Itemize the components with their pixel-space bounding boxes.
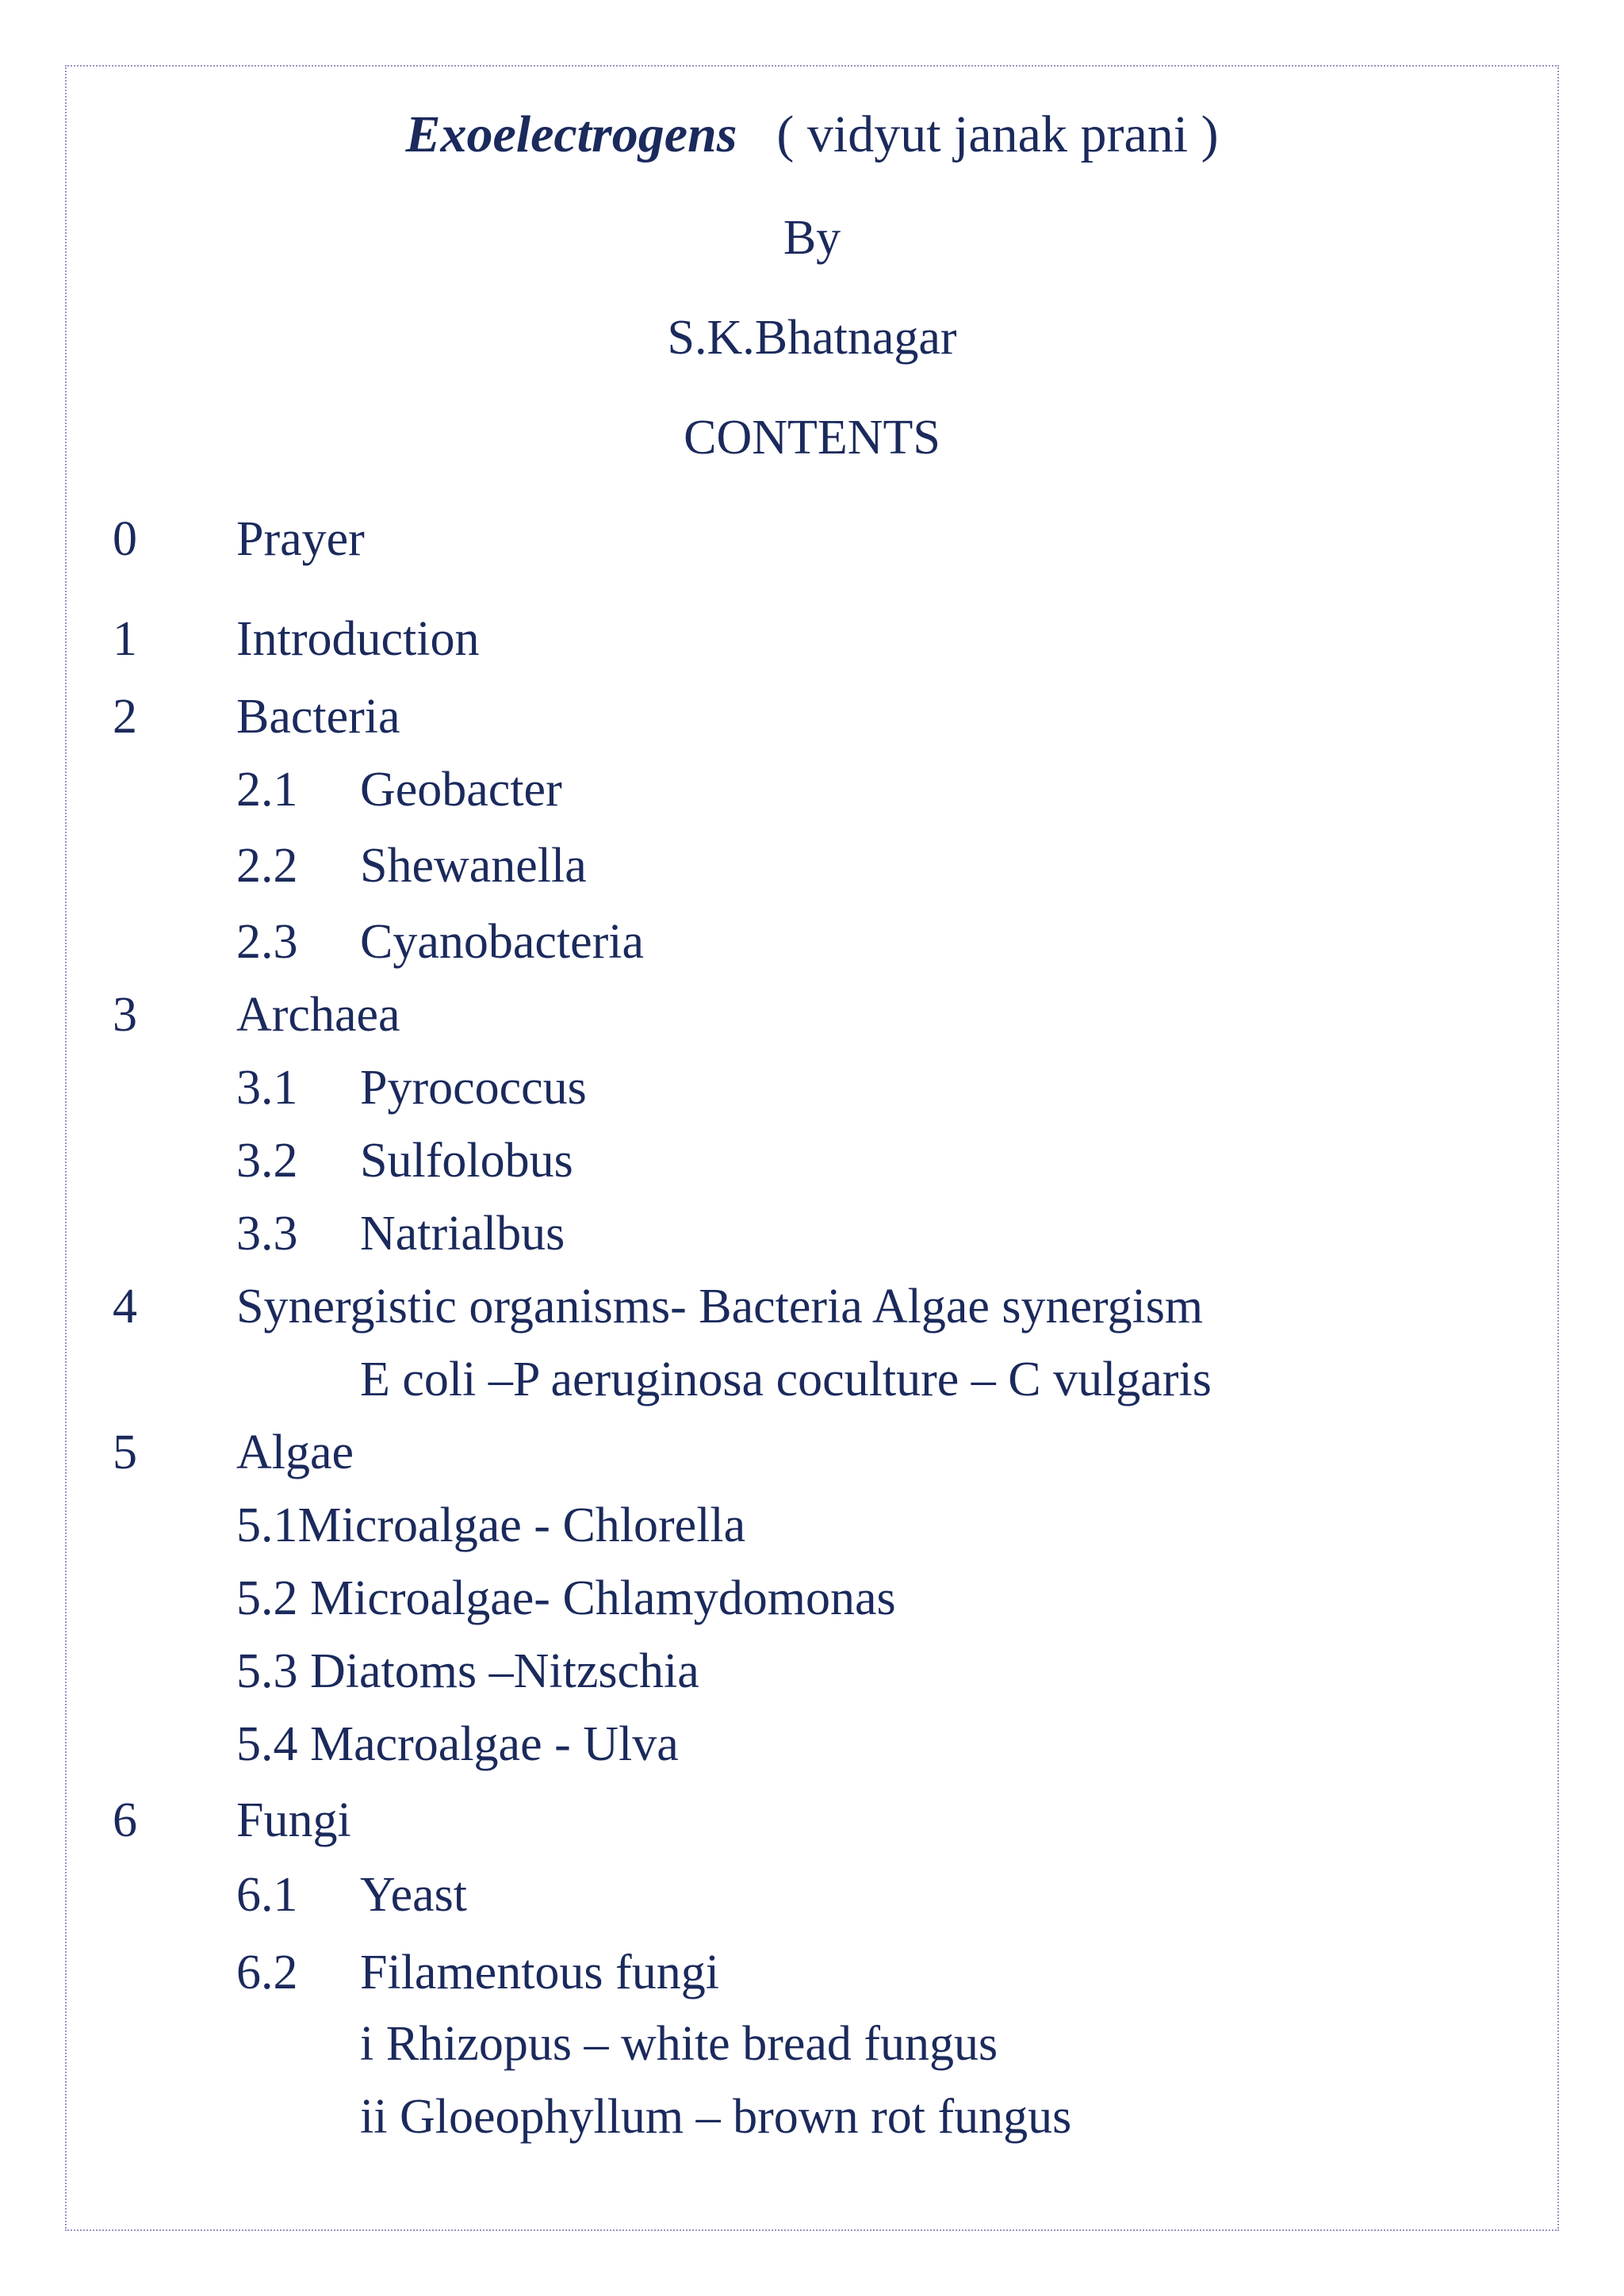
toc-detail: E coli –P aeruginosa coculture – C vulgaris [360,1353,1212,1406]
toc-sublabel: Shewanella [360,839,587,893]
title-main: Exoelectrogens [405,105,737,163]
toc-sublabel: Geobacter [360,763,562,817]
toc-label: Prayer [236,512,365,566]
toc-subline: 5.2 Microalgae- Chlamydomonas [236,1571,896,1625]
toc-sublabel: Yeast [360,1868,467,1922]
toc-subline: 5.4 Macroalgae - Ulva [236,1717,679,1771]
toc-subnumber: 3.1 [236,1061,298,1115]
contents-heading: CONTENTS [684,411,940,465]
toc-detail: ii Gloeophyllum – brown rot fungus [360,2090,1072,2144]
toc-label: Introduction [236,612,480,666]
toc-sublabel: Filamentous fungi [360,1946,719,1999]
toc-number: 2 [113,690,137,744]
toc-number: 3 [113,988,137,1042]
toc-sublabel: Pyrococcus [360,1061,587,1115]
toc-subnumber: 3.3 [236,1207,298,1261]
toc-subnumber: 2.3 [236,915,298,969]
toc-number: 4 [113,1280,137,1334]
toc-number: 1 [113,612,137,666]
toc-label: Algae [236,1425,354,1479]
toc-label: Bacteria [236,690,400,744]
toc-subline: 5.1Microalgae - Chlorella [236,1498,746,1552]
toc-sublabel: Cyanobacteria [360,915,645,969]
author-name: S.K.Bhatnagar [667,311,957,365]
toc-subnumber: 3.2 [236,1134,298,1188]
toc-subnumber: 2.1 [236,763,298,817]
title-subtitle: ( vidyut janak prani ) [776,105,1219,163]
by-label: By [783,211,841,265]
toc-detail: i Rhizopus – white bread fungus [360,2017,998,2071]
toc-sublabel: Sulfolobus [360,1134,573,1188]
toc-subnumber: 6.2 [236,1946,298,1999]
toc-subnumber: 6.1 [236,1868,298,1922]
toc-subnumber: 2.2 [236,839,298,893]
toc-number: 5 [113,1425,137,1479]
toc-number: 6 [113,1793,137,1847]
toc-label: Synergistic organisms- Bacteria Algae synergism [236,1280,1204,1334]
toc-label: Archaea [236,988,400,1042]
toc-label: Fungi [236,1793,351,1847]
document-title [0,103,1624,166]
toc-sublabel: Natrialbus [360,1207,565,1261]
toc-subline: 5.3 Diatoms –Nitzschia [236,1644,699,1698]
toc-number: 0 [113,512,137,566]
